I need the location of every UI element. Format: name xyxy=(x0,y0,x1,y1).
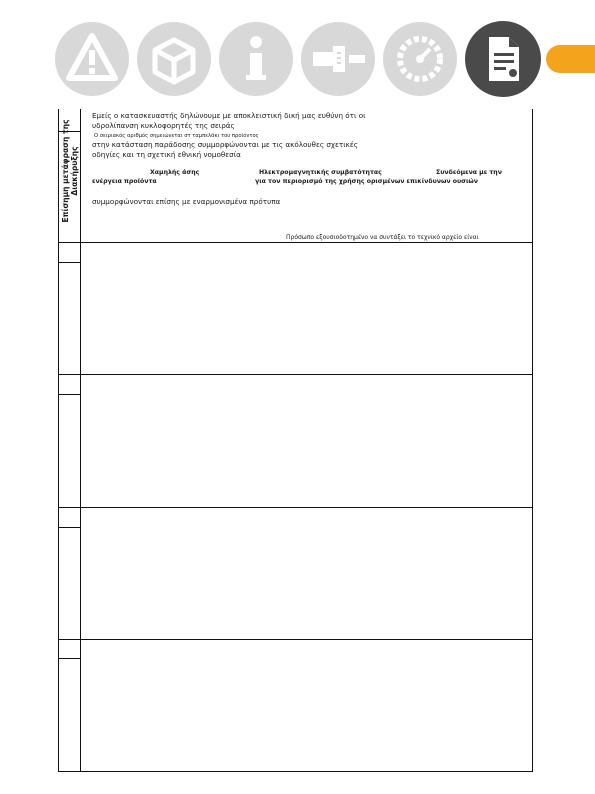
side-divider xyxy=(59,658,81,659)
info-icon[interactable] xyxy=(219,22,293,96)
heading-related: Συνδεόμενα με την xyxy=(436,169,502,176)
heading-energy: ενέργεια προϊόντα xyxy=(92,178,157,185)
package-icon[interactable] xyxy=(137,22,211,96)
heading-emc: Ηλεκτρομαγνητικής συμβατότητας xyxy=(259,169,382,176)
heading-low-voltage: Χαμηλής άσης xyxy=(150,169,200,176)
side-divider xyxy=(59,262,81,263)
declaration-line: συμμορφώνονται επίσης με εναρμονισμένα πρότυπα xyxy=(92,197,281,206)
section-divider xyxy=(59,242,532,243)
declaration-line: Εμείς ο κατασκευαστής δηλώνουμε με αποκλειστική δική μας ευθύνη ότι οι xyxy=(92,111,366,120)
warning-icon[interactable] xyxy=(55,22,129,96)
tools-icon[interactable] xyxy=(301,22,375,96)
declaration-line: στην κατάσταση παράδοσης συμμορφώνονται με τις ακόλουθες σχετικές xyxy=(92,140,359,149)
declaration-line: υδρολίπανση κυκλοφορητές της σειράς xyxy=(92,121,235,130)
side-divider xyxy=(59,131,81,132)
side-label: Επίσημη μετάφραση της Διακήρυξης xyxy=(61,119,79,223)
section-tab[interactable] xyxy=(546,45,595,73)
declaration-form xyxy=(58,109,533,772)
section-divider xyxy=(59,507,532,508)
side-column xyxy=(59,109,81,771)
heading-rohs: για τον περιορισμό της χρήσης ορισμένων επικίνδυνων ουσιών xyxy=(255,178,478,185)
declaration-line: οδηγίες και τη σχετική εθνική νομοθεσία xyxy=(92,150,241,159)
section-divider xyxy=(59,374,532,375)
document-icon[interactable] xyxy=(465,21,541,97)
gauge-icon[interactable] xyxy=(383,22,457,96)
side-divider xyxy=(59,394,81,395)
declaration-line: Πρόσωπο εξουσιοδοτημένο να συντάξει το τεχνικό αρχείο είναι xyxy=(286,234,479,241)
side-divider xyxy=(59,527,81,528)
section-divider xyxy=(59,639,532,640)
declaration-footnote: Ο σειριακός αριθμός σημειώνεται στ ταμπελάκι του προϊόντος xyxy=(94,133,259,139)
